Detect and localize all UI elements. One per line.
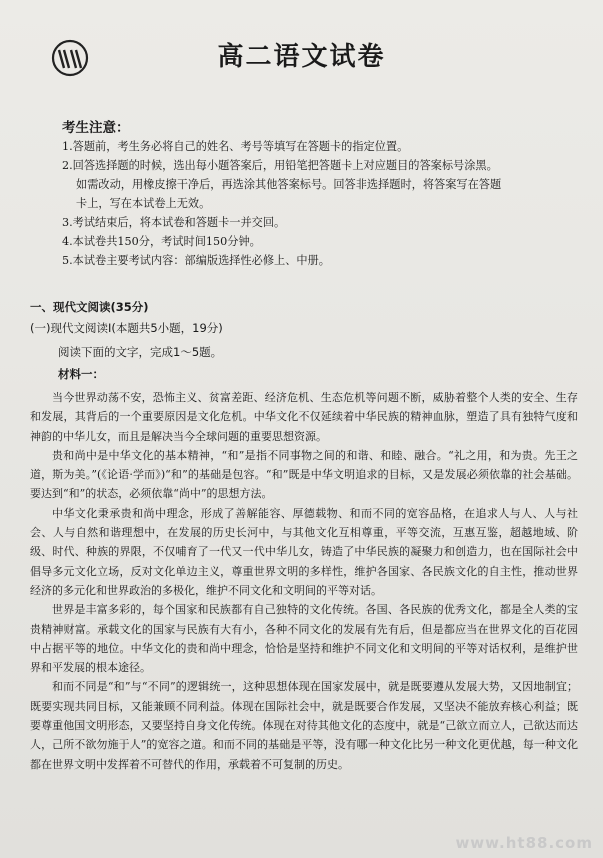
material-label: 材料一： xyxy=(58,367,104,381)
notice-item: 2.回答选择题的时候，选出每小题答案后，用铅笔把答题卡上对应题目的答案标号涂黑。 xyxy=(62,159,498,172)
watermark: www.ht88.com xyxy=(455,834,593,852)
paragraph: 中华文化秉承贵和尚中理念，形成了善解能容、厚德载物、和而不同的宽容品格，在追求人与人、人与社会、人与自然和谐理想中，在发展的历史长河中，与其他文化互相尊重，平等交流，互惠互鉴，超越地域、阶级、时代、种族的界限，不仅哺育了一代又一代中华儿女，铸造了中华民族的凝聚力和创造力，也在国际社会中倡导多元文化立场，反对文化单边主义，尊重世界文明的多样性，维护各国家、各民族文化的自主性，推动世界经济的多元化和世界政治的多极化，维护不同文化和文明间的平等对话。 xyxy=(30,506,578,597)
notice-item: 1.答题前，考生务必将自己的姓名、考号等填写在答题卡的指定位置。 xyxy=(62,140,409,153)
notice-item: 4.本试卷共150分，考试时间150分钟。 xyxy=(62,235,261,248)
passage xyxy=(30,388,578,774)
paragraph: 和而不同是“和”与“不同”的逻辑统一，这种思想体现在国家发展中，就是既要遵从发展大势，又因地制宜；既要实现共同目标，又能兼顾不同利益。体现在国际社会中，就是既要合作发展，又坚决不能放弃核心利益；既要尊重他国文明形态，又要坚持自身文化传统。体现在对待其他文化的态度中，就是“己欲立而立人，己欲达而达人，己所不欲勿施于人”的宽容之道。和而不同的基础是平等，没有哪一种文化比另一种文化更优越，每一种文化都在世界文明中发挥着不可替代的作用，承载着不可复制的历史。 xyxy=(30,680,578,771)
page-title: 高二语文试卷 xyxy=(217,42,386,72)
section-instruction: 阅读下面的文字，完成1～5题。 xyxy=(58,345,223,359)
notice-item: 卡上，写在本试卷上无效。 xyxy=(76,197,211,210)
section-subtitle: (一)现代文阅读Ⅰ(本题共5小题，19分) xyxy=(30,321,223,335)
notice-item: 5.本试卷主要考试内容：部编版选择性必修上、中册。 xyxy=(62,254,330,267)
notice-item: 如需改动，用橡皮擦干净后，再选涂其他答案标号。回答非选择题时，将答案写在答题 xyxy=(76,178,502,191)
paragraph: 世界是丰富多彩的，每个国家和民族都有自己独特的文化传统。各国、各民族的优秀文化，都是全人类的宝贵精神财富。承载文化的国家与民族有大有小，各种不同文化的发展有先有后，但是都应当在世界文化的百花园中占据平等的地位。中华文化的贵和尚中理念，恰恰是坚持和维护不同文化和文明间的平等对话权利，是维护世界和平发展的根本途径。 xyxy=(30,603,578,675)
notice-item: 3.考试结束后，将本试卷和答题卡一并交回。 xyxy=(62,216,286,229)
section-title: 一、现代文阅读(35分) xyxy=(30,300,149,314)
notice-list xyxy=(62,137,584,270)
paragraph: 当今世界动荡不安，恐怖主义、贫富差距、经济危机、生态危机等问题不断，威胁着整个人类的安全、生存和发展，其背后的一个重要原因是文化危机。中华文化不仅延续着中华民族的精神血脉，塑造了具有独特气度和神韵的中华儿女，而且是解决当今全球问题的重要思想资源。 xyxy=(30,391,578,443)
notice-heading: 考生注意： xyxy=(62,120,130,136)
paragraph: 贵和尚中是中华文化的基本精神，“和”是指不同事物之间的和谐、和睦、融合。“礼之用，和为贵。先王之道，斯为美。”(《论语·学而》)“和”的基础是包容。“和”既是中华文明追求的目标，又是发展必须依靠的社会基础。要达到“和”的状态，必须依靠“尚中”的思想方法。 xyxy=(30,448,578,501)
